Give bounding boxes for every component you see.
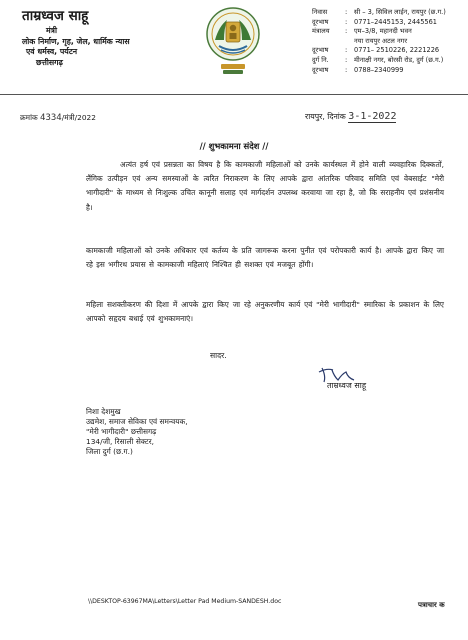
signatory-name: ताम्रध्वज साहू xyxy=(327,381,367,390)
body-paragraph-1: अत्यंत हर्ष एवं प्रसन्नता का विषय है कि कामकाजी महिलाओं को उनके कार्यस्थल में होने वाली व्यवहारिक दिक्कतों, लैंगिक उत्पीड़न एवं अन्य समस्याओं के त्वरित निराकरण के लिए आपके द्वारा आंतरिक परिवाद समिति एवं वेबसाईट "मेरी भागीदारी" के माध्यम से निःशुल्क उचित कानूनी सलाह एवं मार्गदर्शन उपलब्ध करवाया जा रहा है, जो कि सराहनीय एवं प्रशंसनीय है। xyxy=(86,160,444,212)
state-name: छत्तीसगढ़ xyxy=(36,57,63,67)
minister-name: ताम्रध्वज साहू xyxy=(22,8,89,24)
recipient-line: उद्यमेश, समाज सेविका एवं समन्वयक, xyxy=(86,417,188,426)
subject-heading: // शुभकामना संदेश // xyxy=(199,141,269,151)
departments-line-2: एवं धर्मस्व, पर्यटन xyxy=(26,47,78,56)
state-emblem-icon xyxy=(205,6,261,80)
recipient-line: निशा देशमुख xyxy=(86,407,121,416)
contact-row: दूरभाष : 0771–2445153, 2445561 xyxy=(312,17,438,26)
date-handwritten: 3-1-2022 xyxy=(348,111,397,122)
regards-text: सादर. xyxy=(210,351,227,360)
header-divider xyxy=(0,94,468,95)
reference-handwritten: 4334 xyxy=(40,113,62,123)
contact-row: दुर्ग नि. : मीनाक्षी नगर, बोरसी रोड, दुर्ग (छ.ग.) xyxy=(312,55,444,64)
contact-row: दूरभाष : 0771– 2510226, 2221226 xyxy=(312,46,440,55)
reference-number: क्रमांक 4334/मंत्री/2022 xyxy=(20,113,96,123)
recipient-line: जिला दुर्ग (छ.ग.) xyxy=(86,447,133,456)
recipient-line: "मेरी भागीदारी" छत्तीसगढ़ xyxy=(86,427,157,436)
file-path: \\DESKTOP-63967MA\Letters\Letter Pad Medium-SANDESH.doc xyxy=(88,598,282,605)
recipient-address xyxy=(86,407,188,457)
body-paragraph-3: महिला सशक्तीकरण की दिशा में आपके द्वारा किए जा रहे अनुकरणीय कार्य एवं "मेरी भागीदारी" स्मारिका के प्रकाशन के लिए आपको सहृदय बधाई एवं शुभकामनाएं। xyxy=(86,300,444,324)
contact-row: नया रायपुर अटल नगर xyxy=(354,36,408,45)
header-left-block xyxy=(22,26,192,68)
contact-row: दूरभाष : 0788–2340999 xyxy=(312,65,404,74)
contact-row: निवास : सी – 3, सिविल लाईन, रायपुर (छ.ग.) xyxy=(312,8,446,16)
body-paragraph-2: कामकाजी महिलाओं को उनके अधिकार एवं कर्तव्य के प्रति जागरूक करना पुनीत एवं परोपकारी कार्य है। आपके द्वारा किए जा रहे इस भगीरथ प्रयास से कामकाजी महिलाएं निश्चित ही सशक्त एवं मजबूत होंगी। xyxy=(86,246,444,270)
place-date: रायपुर, दिनांक 3-1-2022 xyxy=(305,111,397,122)
footer-note: पत्राचार क xyxy=(418,601,445,609)
departments-line-1: लोक निर्माण, गृह, जेल, धार्मिक न्यास xyxy=(22,36,130,46)
recipient-line: 134/जी, रिसाली सेक्टर, xyxy=(86,437,154,446)
designation: मंत्री xyxy=(46,26,57,35)
contact-block xyxy=(312,8,446,75)
contact-row: मंत्रालय : एम–3/8, महानदी भवन xyxy=(312,27,412,36)
